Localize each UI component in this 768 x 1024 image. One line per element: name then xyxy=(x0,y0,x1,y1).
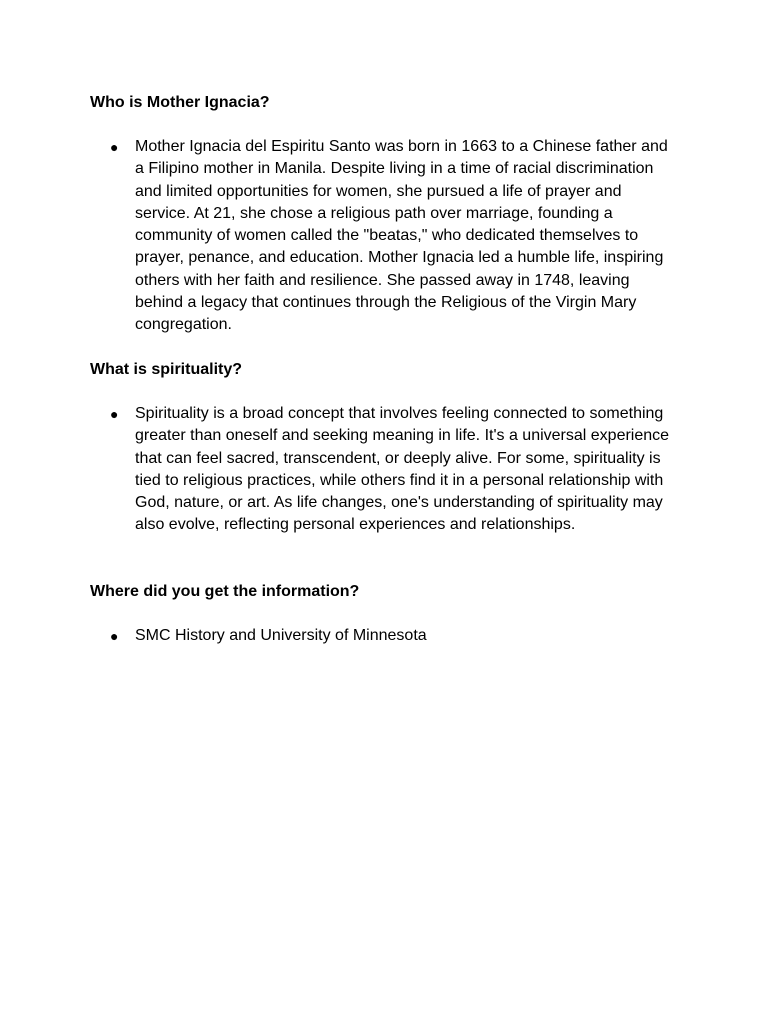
list-item-text: SMC History and University of Minnesota xyxy=(135,627,427,644)
list-item-text: Mother Ignacia del Espiritu Santo was born in 1663 to a Chinese father and a Filipino mother in Manila. Despite living in a time of racial discrimination and limited opportunities for women, she pursued a life of prayer and service. At 21, she chose a religious path over marriage, founding a community of women called the "beatas," who dedicated themselves to prayer, penance, and education. Mother Ignacia led a humble life, inspiring others with her faith and resilience. She passed away in 1748, leaving behind a legacy that continues through the Religious of the Virgin Mary congregation. xyxy=(135,138,668,334)
section-spirituality xyxy=(90,359,690,537)
section-heading: What is spirituality? xyxy=(90,361,243,378)
list-item xyxy=(90,625,690,647)
section-heading: Who is Mother Ignacia? xyxy=(90,94,270,111)
section-mother-ignacia xyxy=(90,92,690,337)
bullet-icon: ● xyxy=(110,628,119,644)
section-heading: Where did you get the information? xyxy=(90,583,360,600)
bullet-list xyxy=(90,403,690,537)
bullet-list xyxy=(90,136,690,337)
bullet-icon: ● xyxy=(110,139,119,155)
bullet-list xyxy=(90,625,690,647)
section-sources xyxy=(90,581,690,647)
bullet-icon: ● xyxy=(110,406,119,422)
list-item xyxy=(90,136,690,337)
list-item xyxy=(90,403,690,537)
list-item-text: Spirituality is a broad concept that involves feeling connected to something greater than oneself and seeking meaning in life. It's a universal experience that can feel sacred, transcendent, or deeply alive. For some, spirituality is tied to religious practices, while others find it in a personal relationship with God, nature, or art. As life changes, one's understanding of spirituality may also evolve, reflecting personal experiences and relationships. xyxy=(135,405,670,534)
